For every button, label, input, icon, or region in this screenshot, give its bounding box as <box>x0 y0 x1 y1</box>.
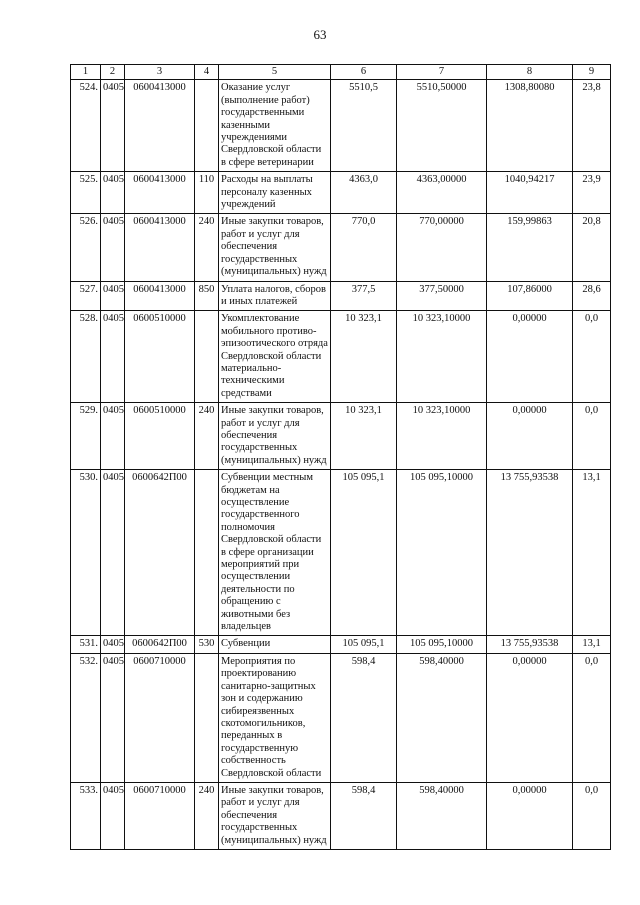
target-article-code: 0600510000 <box>125 403 195 470</box>
planned-amount: 770,0 <box>331 214 397 281</box>
executed-amount: 13 755,93538 <box>487 636 573 653</box>
row-number: 531. <box>71 636 101 653</box>
executed-amount: 0,00000 <box>487 653 573 782</box>
table-row <box>71 636 611 653</box>
table-row <box>71 281 611 311</box>
item-description: Иные закупки товаров, работ и услуг для обеспечения государственных (муниципальных) нужд <box>219 782 331 849</box>
approved-amount: 598,40000 <box>397 782 487 849</box>
execution-percent: 0,0 <box>573 311 611 403</box>
table-row <box>71 172 611 214</box>
execution-percent: 0,0 <box>573 403 611 470</box>
target-article-code: 0600710000 <box>125 782 195 849</box>
section-code: 0405 <box>101 214 125 281</box>
execution-percent: 0,0 <box>573 782 611 849</box>
section-code: 0405 <box>101 403 125 470</box>
planned-amount: 4363,0 <box>331 172 397 214</box>
execution-percent: 20,8 <box>573 214 611 281</box>
approved-amount: 10 323,10000 <box>397 403 487 470</box>
expense-type-code: 110 <box>195 172 219 214</box>
approved-amount: 105 095,10000 <box>397 636 487 653</box>
approved-amount: 377,50000 <box>397 281 487 311</box>
approved-amount: 4363,00000 <box>397 172 487 214</box>
row-number: 529. <box>71 403 101 470</box>
expense-type-code: 850 <box>195 281 219 311</box>
column-header: 8 <box>487 65 573 80</box>
planned-amount: 105 095,1 <box>331 470 397 636</box>
approved-amount: 5510,50000 <box>397 80 487 172</box>
target-article-code: 0600642П00 <box>125 470 195 636</box>
target-article-code: 0600413000 <box>125 80 195 172</box>
approved-amount: 770,00000 <box>397 214 487 281</box>
section-code: 0405 <box>101 470 125 636</box>
item-description: Иные закупки товаров, работ и услуг для обеспечения государственных (муниципальных) нужд <box>219 214 331 281</box>
table-row <box>71 782 611 849</box>
execution-percent: 23,8 <box>573 80 611 172</box>
target-article-code: 0600413000 <box>125 172 195 214</box>
executed-amount: 0,00000 <box>487 311 573 403</box>
expense-type-code <box>195 470 219 636</box>
column-header: 5 <box>219 65 331 80</box>
section-code: 0405 <box>101 172 125 214</box>
row-number: 530. <box>71 470 101 636</box>
item-description: Иные закупки товаров, работ и услуг для обеспечения государственных (муниципальных) нужд <box>219 403 331 470</box>
target-article-code: 0600710000 <box>125 653 195 782</box>
execution-percent: 28,6 <box>573 281 611 311</box>
column-header: 4 <box>195 65 219 80</box>
expense-type-code: 530 <box>195 636 219 653</box>
planned-amount: 10 323,1 <box>331 311 397 403</box>
execution-percent: 23,9 <box>573 172 611 214</box>
row-number: 527. <box>71 281 101 311</box>
table-row <box>71 470 611 636</box>
planned-amount: 105 095,1 <box>331 636 397 653</box>
column-header: 6 <box>331 65 397 80</box>
row-number: 526. <box>71 214 101 281</box>
approved-amount: 598,40000 <box>397 653 487 782</box>
item-description: Мероприятия по проектированию санитарно-защитных зон и содержанию сибиреязвенных скотомогильников, переданных в государственную собственность Свердловской области <box>219 653 331 782</box>
table-row <box>71 80 611 172</box>
column-header: 3 <box>125 65 195 80</box>
budget-table <box>70 64 611 850</box>
executed-amount: 1040,94217 <box>487 172 573 214</box>
item-description: Оказание услуг (выполнение работ) государственными казенными учреждениями Свердловской области в сфере ветеринарии <box>219 80 331 172</box>
row-number: 524. <box>71 80 101 172</box>
planned-amount: 598,4 <box>331 782 397 849</box>
column-header: 2 <box>101 65 125 80</box>
expense-type-code: 240 <box>195 782 219 849</box>
executed-amount: 1308,80080 <box>487 80 573 172</box>
planned-amount: 5510,5 <box>331 80 397 172</box>
execution-percent: 13,1 <box>573 470 611 636</box>
execution-percent: 0,0 <box>573 653 611 782</box>
column-header: 7 <box>397 65 487 80</box>
executed-amount: 107,86000 <box>487 281 573 311</box>
target-article-code: 0600642П00 <box>125 636 195 653</box>
section-code: 0405 <box>101 311 125 403</box>
item-description: Укомплектование мобильного противо-эпизоотического отряда Свердловской области материально-техническими средствами <box>219 311 331 403</box>
executed-amount: 0,00000 <box>487 782 573 849</box>
execution-percent: 13,1 <box>573 636 611 653</box>
table-row <box>71 403 611 470</box>
row-number: 528. <box>71 311 101 403</box>
item-description: Субвенции местным бюджетам на осуществление государственного полномочия Свердловской области в сфере организации мероприятий при осуществлении деятельности по обращению с животными без владельцев <box>219 470 331 636</box>
target-article-code: 0600413000 <box>125 281 195 311</box>
page-number: 63 <box>313 27 327 42</box>
expense-type-code: 240 <box>195 403 219 470</box>
expense-type-code <box>195 653 219 782</box>
item-description: Субвенции <box>219 636 331 653</box>
expense-type-code <box>195 311 219 403</box>
row-number: 532. <box>71 653 101 782</box>
executed-amount: 159,99863 <box>487 214 573 281</box>
item-description: Расходы на выплаты персоналу казенных учреждений <box>219 172 331 214</box>
section-code: 0405 <box>101 80 125 172</box>
section-code: 0405 <box>101 653 125 782</box>
planned-amount: 10 323,1 <box>331 403 397 470</box>
target-article-code: 0600413000 <box>125 214 195 281</box>
row-number: 533. <box>71 782 101 849</box>
table-row <box>71 653 611 782</box>
header-row <box>71 65 611 80</box>
table-row <box>71 214 611 281</box>
approved-amount: 10 323,10000 <box>397 311 487 403</box>
planned-amount: 377,5 <box>331 281 397 311</box>
expense-type-code <box>195 80 219 172</box>
section-code: 0405 <box>101 782 125 849</box>
planned-amount: 598,4 <box>331 653 397 782</box>
table-row <box>71 311 611 403</box>
executed-amount: 0,00000 <box>487 403 573 470</box>
expense-type-code: 240 <box>195 214 219 281</box>
approved-amount: 105 095,10000 <box>397 470 487 636</box>
row-number: 525. <box>71 172 101 214</box>
executed-amount: 13 755,93538 <box>487 470 573 636</box>
column-header: 1 <box>71 65 101 80</box>
section-code: 0405 <box>101 636 125 653</box>
column-header: 9 <box>573 65 611 80</box>
item-description: Уплата налогов, сборов и иных платежей <box>219 281 331 311</box>
section-code: 0405 <box>101 281 125 311</box>
target-article-code: 0600510000 <box>125 311 195 403</box>
